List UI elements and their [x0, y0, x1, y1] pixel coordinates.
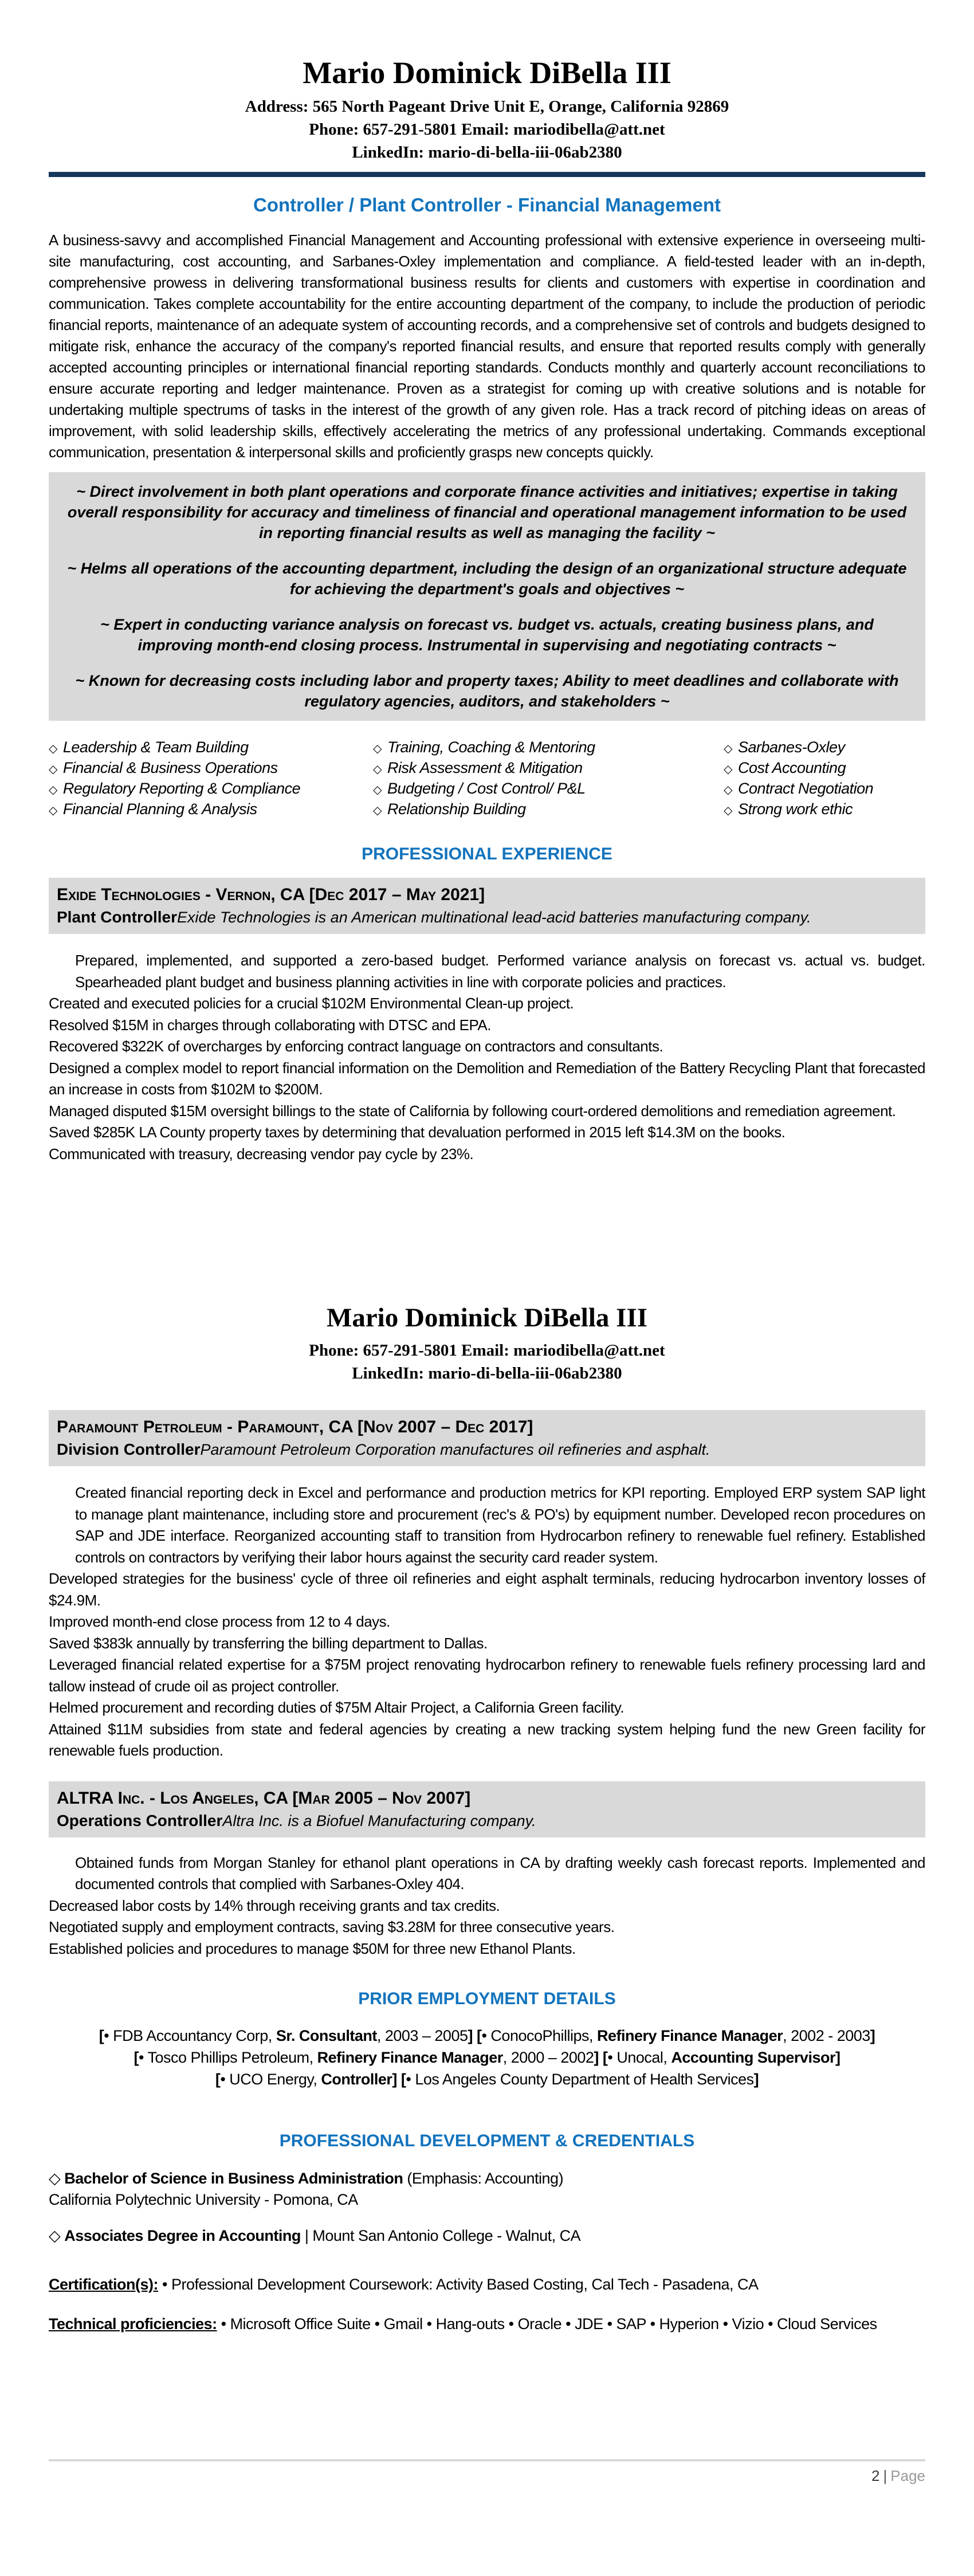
job-bullet-paragraph: Developed strategies for the business' cycle of three oil refineries and eight asphalt terminals, reducing hydrocarbon inventory losses of $24.9M. [49, 1570, 925, 1609]
skill-label: Strong work ethic [737, 800, 853, 818]
text-segment: ] [753, 2071, 759, 2088]
text-segment: Associates Degree in Accounting [64, 2227, 301, 2244]
text-segment: ] [ [468, 2027, 482, 2044]
job-bullet-list [49, 1482, 925, 1762]
skills-column [373, 738, 724, 820]
skill-item [724, 738, 925, 759]
skill-item [49, 738, 373, 759]
skill-item [724, 779, 925, 800]
education-degree-associates [49, 2225, 925, 2247]
text-segment: , 2002 - 2003 [783, 2027, 870, 2044]
job-bullet-paragraph: Leveraged financial related expertise for a $75M project renovating hydrocarbon refinery to renewable fuels refinery processing lard and tallow instead of crude oil as project controller. [49, 1656, 925, 1695]
job-bullet-paragraph: Decreased labor costs by 14% through receiving grants and tax credits. [49, 1896, 500, 1914]
diamond-bullet-icon: ◇ [724, 804, 732, 817]
text-segment: • Microsoft Office Suite • Gmail • Hang-outs • Oracle • JDE • SAP • Hyperion • Vizio • Cloud Services [217, 2315, 877, 2332]
job-role-line [57, 906, 917, 928]
page-word: Page [890, 2467, 925, 2484]
text-segment: • Los Angeles County Department of Health Services [406, 2071, 754, 2088]
skill-item [49, 800, 373, 820]
diamond-bullet-icon: ◇ [373, 784, 382, 796]
page2-header [49, 1302, 925, 1385]
text-segment: , 2003 – 2005 [376, 2027, 468, 2044]
skill-label: Risk Assessment & Mitigation [387, 759, 583, 776]
text-segment: Certification(s): [49, 2276, 159, 2293]
text-segment: Refinery Finance Manager [597, 2027, 783, 2044]
job-bullet-paragraph: Saved $285K LA County property taxes by determining that devaluation performed in 2015 left $14.3M on the books. [49, 1124, 786, 1141]
education-school: California Polytechnic University - Pomona, CA [49, 2191, 358, 2208]
section-heading-prior-employment: PRIOR EMPLOYMENT DETAILS [358, 1989, 616, 2008]
skill-label: Relationship Building [387, 800, 526, 818]
address-line: Address: 565 North Pageant Drive Unit E, Orange, California 92869 [245, 97, 729, 116]
skill-item [724, 759, 925, 779]
job-header [49, 878, 925, 934]
highlights-block [49, 472, 925, 721]
page-number: 2 [871, 2467, 880, 2484]
job-company-description: Exide Technologies is an American multinational lead-acid batteries manufacturing company. [177, 909, 811, 926]
skills-column [49, 738, 373, 820]
diamond-bullet-icon: ◇ [724, 743, 732, 755]
text-segment: [ [215, 2071, 221, 2088]
diamond-bullet-icon: ◇ [49, 743, 57, 755]
job-company-description: Altra Inc. is a Biofuel Manufacturing company. [222, 1812, 536, 1829]
text-segment: ] [870, 2027, 875, 2044]
skill-item [49, 779, 373, 800]
skill-item [724, 800, 925, 820]
skill-label: Contract Negotiation [737, 780, 874, 797]
job-role: Division Controller [57, 1440, 201, 1458]
job-company-description: Paramount Petroleum Corporation manufactures oil refineries and asphalt. [200, 1441, 710, 1458]
page-break-gap [49, 1165, 925, 1302]
highlight-paragraph: ~ Known for decreasing costs including labor and property taxes; Ability to meet deadlines and collaborate with regulatory agencies, auditors, and stakeholders ~ [75, 672, 899, 710]
job-header [49, 1410, 925, 1466]
resume-title: Controller / Plant Controller - Financial Management [253, 194, 721, 215]
job-bullet-paragraph: Helmed procurement and recording duties of $75M Altair Project, a California Green facility. [49, 1699, 625, 1716]
highlight-paragraph: ~ Direct involvement in both plant operations and corporate finance activities and initiatives; expertise in taking overall responsibility for accuracy and timeliness of financial and operational management information to be used in reporting financial results as well as managing the facility ~ [67, 483, 907, 541]
prior-employment-block [49, 2025, 925, 2090]
text-segment: • Unocal, [607, 2049, 671, 2066]
skill-item [373, 759, 724, 779]
skill-label: Cost Accounting [737, 759, 846, 776]
skill-label: Sarbanes-Oxley [737, 739, 845, 756]
linkedin-line: LinkedIn: mario-di-bella-iii-06ab2380 [352, 143, 622, 162]
job-header [49, 1781, 925, 1837]
text-segment: ] [ [594, 2049, 608, 2066]
job-bullet-paragraph: Saved $383k annually by transferring the billing department to Dallas. [49, 1634, 488, 1652]
highlight-paragraph: ~ Expert in conducting variance analysis on forecast vs. budget vs. actuals, creating business plans, and improving month-end closing process. Instrumental in supervising and negotiating contracts ~ [100, 616, 874, 654]
certifications-line [49, 2274, 925, 2295]
job-role: Operations Controller [57, 1811, 223, 1829]
page-footer [49, 2459, 925, 2485]
text-segment: ◇ [49, 2227, 65, 2244]
text-segment: [ [99, 2027, 104, 2044]
skill-label: Regulatory Reporting & Compliance [62, 780, 301, 797]
job-role-line [57, 1439, 917, 1460]
job-bullet-paragraph: Designed a complex model to report financial information on the Demolition and Remediation of the Battery Recycling Plant that forecasted an increase in costs from $102M to $200M. [49, 1059, 925, 1098]
text-segment: Refinery Finance Manager [317, 2049, 503, 2066]
resume-document [0, 55, 974, 2484]
job-bullet-paragraph: Created financial reporting deck in Excel and performance and production metrics for KPI reporting. Employed ERP system SAP light to manage plant maintenance, including store and procurement (rec's & PO's) by equipment number. Developed recon procedures on SAP and JDE interface. Reorganized accounting staff to transition from Hydrocarbon refinery to renewable fuel refinery. Established controls on contractors by verifying their labor hours against the security card reader system. [75, 1484, 925, 1566]
section-heading-professional-experience: PROFESSIONAL EXPERIENCE [362, 845, 612, 863]
job-bullet-paragraph: Managed disputed $15M oversight billings to the state of California by following court-ordered demolitions and remediation agreement. [49, 1102, 896, 1120]
text-segment: Controller] [321, 2071, 397, 2088]
phone-email-line: Phone: 657-291-5801 Email: mariodibella@att.net [309, 120, 665, 139]
section-heading-professional-development: PROFESSIONAL DEVELOPMENT & CREDENTIALS [279, 2131, 695, 2150]
header-divider-rule [49, 172, 925, 177]
job-bullet-list [49, 1852, 925, 1960]
text-segment: ◇ [49, 2170, 65, 2187]
text-segment: • ConocoPhillips, [481, 2027, 598, 2044]
text-segment: Sr. Consultant [276, 2027, 377, 2044]
text-segment: Accounting Supervisor] [671, 2049, 841, 2066]
text-segment: [ [133, 2049, 139, 2066]
candidate-name: Mario Dominick DiBella III [326, 1303, 648, 1333]
job-bullet-paragraph: Established policies and procedures to manage $50M for three new Ethanol Plants. [49, 1939, 576, 1957]
linkedin-line: LinkedIn: mario-di-bella-iii-06ab2380 [352, 1364, 622, 1383]
job-section-altra [49, 1781, 925, 1960]
prior-employment-line [49, 2068, 925, 2090]
technical-proficiencies-line [49, 2314, 925, 2335]
skill-label: Budgeting / Cost Control/ P&L [387, 780, 586, 797]
skill-item [373, 800, 724, 820]
skill-item [373, 779, 724, 800]
text-segment: , 2000 – 2002 [502, 2049, 594, 2066]
job-bullet-paragraph: Resolved $15M in charges through collaborating with DTSC and EPA. [49, 1016, 492, 1034]
job-company-line: Paramount Petroleum - Paramount, CA [Nov 2007 – Dec 2017] [57, 1417, 533, 1436]
diamond-bullet-icon: ◇ [49, 784, 57, 796]
diamond-bullet-icon: ◇ [724, 784, 732, 796]
summary-paragraph: A business-savvy and accomplished Financial Management and Accounting professional with extensive experience in overseeing multi-site manufacturing, cost accounting, and Sarbanes-Oxley implementation and compliance. A field-tested leader with an in-depth, comprehensive prowess in delivering transformational business results for clients and customers with expertise in coordination and communication. Takes complete accountability for the entire accounting department of the company, to include the production of periodic financial reports, maintenance of an adequate system of accounting records, and a comprehensive set of controls and budgets designed to mitigate risk, enhance the accuracy of the company's reported financial results, and ensure that reported results comply with generally accepted accounting principles or international financial reporting standards. Conducts monthly and quarterly account reconciliations to ensure accurate reporting and ledger maintenance. Proven as a strategist for coming up with creative solutions and is notable for undertaking multiple spectrums of tasks in the interest of the growth of any given role. Has a track record of pitching ideas on areas of improvement, with solid leadership skills, effectively accelerating the metrics of any professional undertaking. Commands exceptional communication, presentation & interpersonal skills and proficiently grasps new concepts quickly. [49, 231, 925, 461]
diamond-bullet-icon: ◇ [49, 804, 57, 817]
skill-label: Financial Planning & Analysis [62, 800, 257, 818]
phone-email-line: Phone: 657-291-5801 Email: mariodibella@att.net [309, 1341, 665, 1360]
job-bullet-paragraph: Negotiated supply and employment contracts, saving $3.28M for three consecutive years. [49, 1918, 615, 1935]
prior-employment-line [49, 2047, 925, 2068]
text-segment: Bachelor of Science in Business Administration [64, 2170, 403, 2187]
text-segment: Technical proficiencies: [49, 2315, 217, 2332]
job-bullet-paragraph: Communicated with treasury, decreasing vendor pay cycle by 23%. [49, 1145, 474, 1163]
job-section-exide [49, 878, 925, 1165]
diamond-bullet-icon: ◇ [373, 743, 382, 755]
text-segment: (Emphasis: Accounting) [403, 2170, 564, 2187]
text-segment: • UCO Energy, [220, 2071, 321, 2088]
job-bullet-paragraph: Recovered $322K of overcharges by enforcing contract language on contractors and consultants. [49, 1038, 663, 1055]
job-company-line: Exide Technologies - Vernon, CA [Dec 2017 – May 2021] [57, 885, 485, 904]
skills-column [724, 738, 925, 820]
job-bullet-list [49, 950, 925, 1165]
job-bullet-paragraph: Created and executed policies for a crucial $102M Environmental Clean-up project. [49, 995, 574, 1012]
skill-label: Financial & Business Operations [62, 759, 278, 776]
page1-header [49, 55, 925, 177]
diamond-bullet-icon: ◇ [724, 763, 732, 776]
diamond-bullet-icon: ◇ [49, 763, 57, 776]
job-bullet-paragraph: Improved month-end close process from 12 to 4 days. [49, 1613, 390, 1630]
job-company-line: ALTRA Inc. - Los Angeles, CA [Mar 2005 – Nov 2007] [57, 1788, 471, 1808]
job-bullet-paragraph: Obtained funds from Morgan Stanley for ethanol plant operations in CA by drafting weekly cash forecast reports. Implemented and documented controls that complied with Sarbanes-Oxley 404. [75, 1854, 925, 1892]
diamond-bullet-icon: ◇ [373, 763, 382, 776]
text-segment: [ [396, 2071, 406, 2088]
text-segment: • Professional Development Coursework: Activity Based Costing, Cal Tech - Pasadena, CA [158, 2276, 759, 2293]
skill-item [373, 738, 724, 759]
text-segment: • FDB Accountancy Corp, [104, 2027, 276, 2044]
text-segment: • Tosco Phillips Petroleum, [139, 2049, 317, 2066]
diamond-bullet-icon: ◇ [373, 804, 382, 817]
candidate-name: Mario Dominick DiBella III [303, 56, 671, 90]
skill-label: Training, Coaching & Mentoring [387, 739, 595, 756]
education-degree-bachelor [49, 2168, 925, 2189]
highlight-paragraph: ~ Helms all operations of the accounting department, including the design of an organizational structure adequate for achieving the department's goals and objectives ~ [67, 560, 907, 598]
prior-employment-line [49, 2025, 925, 2047]
page-number-separator: | [883, 2467, 887, 2484]
skill-label: Leadership & Team Building [62, 739, 249, 756]
skills-grid [49, 738, 925, 820]
job-section-paramount [49, 1410, 925, 1762]
job-role: Plant Controller [57, 908, 178, 926]
job-bullet-paragraph: Attained $11M subsidies from state and federal agencies by creating a new tracking system helping fund the new Green facility for renewable fuels production. [49, 1720, 925, 1759]
job-bullet-paragraph: Prepared, implemented, and supported a zero-based budget. Performed variance analysis on forecast vs. actual vs. budget. Spearheaded plant budget and business planning activities in line with corporate policies and practices. [75, 952, 925, 991]
page-number-label [49, 2467, 925, 2485]
skill-item [49, 759, 373, 779]
job-role-line [57, 1810, 917, 1832]
text-segment: | Mount San Antonio College - Walnut, CA [300, 2227, 581, 2244]
footer-divider-rule [49, 2459, 925, 2461]
